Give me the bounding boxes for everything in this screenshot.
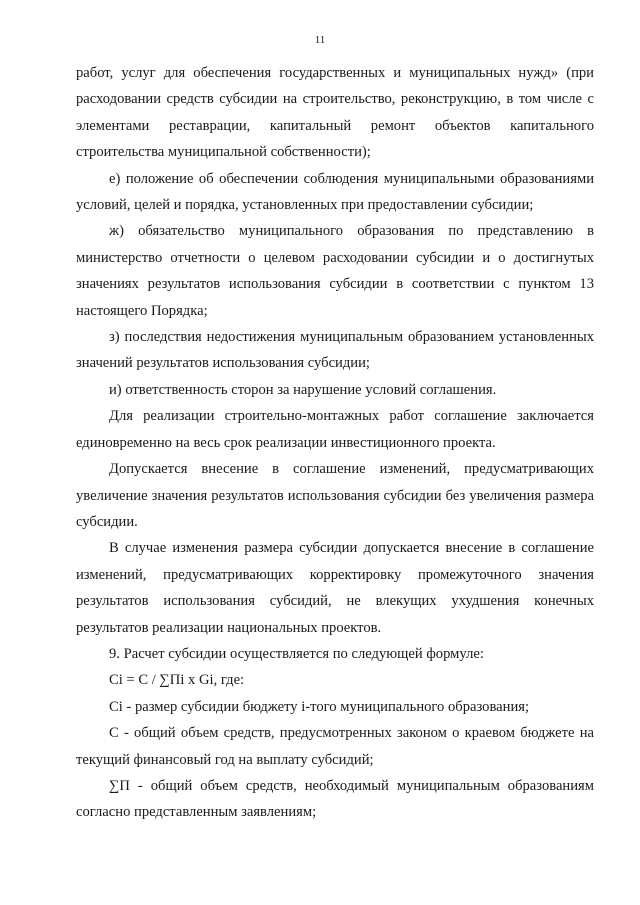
formula-definition-ci: Ci - размер субсидии бюджету i-того муниципального образования; [109,698,530,715]
page-number: 11 [314,34,326,46]
paragraph-subsidy-calculation: 9. Расчет субсидии осуществляется по следующей формуле: [109,645,484,662]
paragraph-item-z: з) последствия недостижения муниципальным образованием установленных значений результатов использования субсидии; [76,329,594,372]
paragraph-agreement-changes: Допускается внесение в соглашение изменений, предусматривающих увеличение значения результатов использования субсидии без увеличения размера субсидии. [76,461,594,530]
formula-definition-sum-p: ∑П - общий объем средств, необходимый муниципальным образованиям согласно представленным заявлениям; [76,777,594,821]
paragraph-subsidy-size-change: В случае изменения размера субсидии допускается внесение в соглашение изменений, предусматривающих корректировку промежуточного значения результатов использования субсидий, не влекущих ухудшения конечных результатов реализации национальных проектов. [76,540,594,636]
paragraph-item-i: и) ответственность сторон за нарушение условий соглашения. [109,381,497,398]
paragraph-construction-works: Для реализации строительно-монтажных работ соглашение заключается единовременно на весь срок реализации инвестиционного проекта. [76,408,594,451]
paragraph-item-zh: ж) обязательство муниципального образования по представлению в министерство отчетности о целевом расходовании субсидии и о достигнутых значениях результатов использования субсидии в соответствии с пунктом 13 настоящего Порядка; [76,223,594,319]
formula-definition-c: C - общий объем средств, предусмотренных законом о краевом бюджете на текущий финансовый год на выплату субсидий; [76,725,594,768]
document-body [76,60,594,826]
formula: Ci = C / ∑Пi x Gi, где: [109,672,245,689]
paragraph-continuation: работ, услуг для обеспечения государственных и муниципальных нужд» (при расходовании средств субсидии на строительство, реконструкцию, в том числе с элементами реставрации, капитальный ремонт объектов капитального строительства муниципальной собственности); [76,65,594,161]
paragraph-item-e: е) положение об обеспечении соблюдения муниципальными образованиями условий, целей и порядка, установленных при предоставлении субсидии; [76,170,594,214]
